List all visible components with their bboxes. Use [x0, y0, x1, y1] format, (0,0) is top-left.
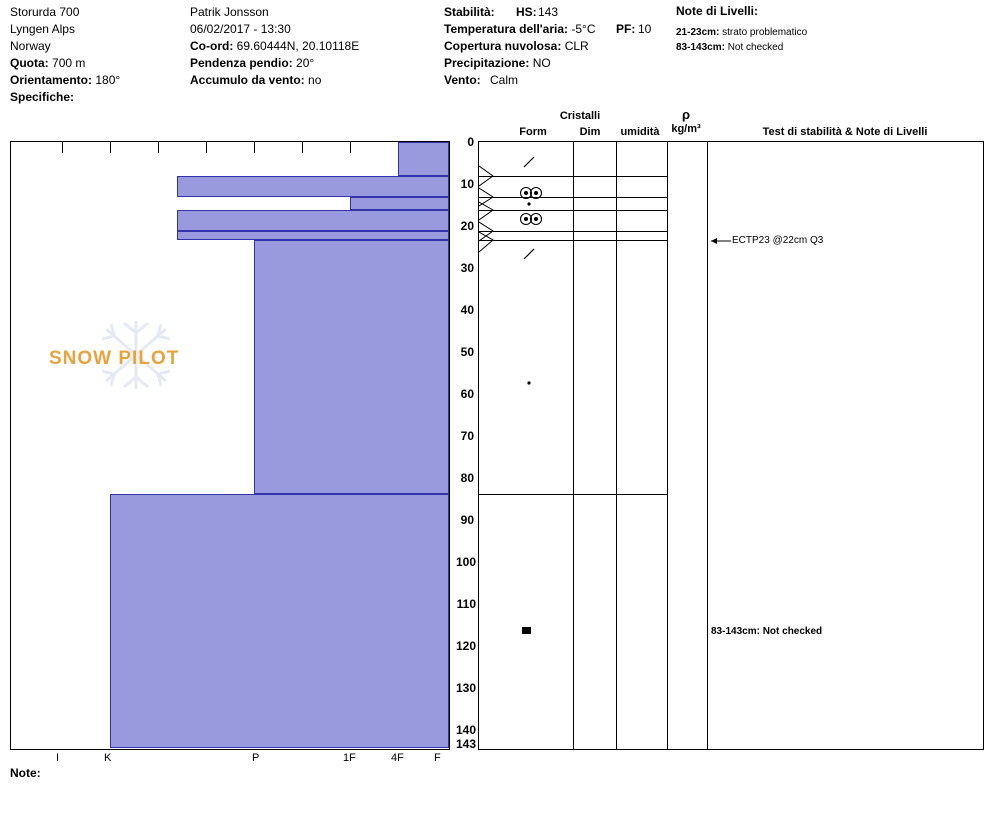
- depth-tick-90: 90: [460, 513, 474, 527]
- precipitation-label: Precipitazione:: [444, 56, 530, 70]
- mountain-range: Lyngen Alps: [10, 22, 75, 36]
- depth-tick-80: 80: [460, 471, 474, 485]
- aspect-value: 180°: [95, 73, 121, 87]
- hardness-label-I: I: [56, 752, 60, 764]
- layer-detail-grid: [478, 141, 984, 750]
- grain-precipitation-particle-icon: [523, 377, 535, 389]
- layer-bar: [177, 231, 449, 240]
- slope-angle-value: 20°: [296, 56, 315, 70]
- stability-test-label: ECTP23 @22cm Q3: [732, 235, 824, 246]
- specs-row: [10, 89, 180, 106]
- layer-bar: [350, 197, 449, 210]
- depth-tick-110: 110: [456, 597, 476, 611]
- layer-note-range: 83-143cm:: [676, 42, 725, 53]
- hardness-tick-1F: [350, 142, 351, 153]
- layer-notes-title: Note di Livelli:: [676, 4, 759, 18]
- stability-label: Stabilità:: [444, 5, 495, 19]
- hardness-tick-K: [110, 142, 111, 153]
- layer-bar: [110, 494, 449, 748]
- depth-tick-0: 0: [467, 135, 474, 149]
- depth-tick-70: 70: [460, 429, 474, 443]
- dim-header: Dim: [579, 126, 601, 138]
- grain-ice-block-icon: [519, 623, 535, 637]
- pf-label: PF:: [616, 22, 636, 36]
- cloud-cover-label: Copertura nuvolosa:: [444, 39, 562, 53]
- aspect-label: Orientamento:: [10, 73, 93, 87]
- coordinates-row: [190, 38, 440, 55]
- site-name: Storurda 700: [10, 5, 80, 19]
- layer-bar: [398, 142, 449, 176]
- layer-note-range: 21-23cm:: [676, 27, 720, 38]
- header-column-layer-notes: [676, 4, 976, 55]
- coordinates-label: Co-ord:: [190, 39, 234, 53]
- wind-loading-value: no: [308, 73, 322, 87]
- header-column-location: [10, 4, 180, 106]
- depth-tick-10: 10: [460, 177, 474, 191]
- hardness-tick-mid2: [206, 142, 207, 153]
- wind-loading-label: Accumulo da vento:: [190, 73, 305, 87]
- grid-divider-dim: [616, 142, 617, 749]
- specs-label: Specifiche:: [10, 90, 75, 104]
- observer-name: Patrik Jonsson: [190, 5, 269, 19]
- depth-tick-60: 60: [460, 387, 474, 401]
- grid-divider-humidity: [667, 142, 668, 749]
- layer-note-item: [676, 25, 976, 40]
- wind-value: Calm: [490, 73, 519, 87]
- hardness-label-4F: 4F: [391, 752, 404, 764]
- depth-tick-140: 140: [455, 723, 476, 737]
- elevation-value: 700 m: [52, 56, 86, 70]
- layer-bar: [177, 210, 449, 231]
- hardness-tick-P: [254, 142, 255, 153]
- depth-tick-40: 40: [460, 303, 474, 317]
- grid-divider-density: [707, 142, 708, 749]
- hardness-axis-labels: [10, 752, 450, 768]
- layer-connector-lines: [479, 142, 573, 272]
- precipitation-value: NO: [532, 56, 551, 70]
- layer-bar: [254, 240, 449, 494]
- stability-notes-header: Test di stabilità & Note di Livelli: [762, 126, 928, 138]
- observation-datetime: 06/02/2017 - 13:30: [190, 22, 291, 36]
- hardness-label-K: K: [104, 752, 112, 764]
- grid-layer-line: [479, 494, 667, 495]
- layer-not-checked-label: 83-143cm: Not checked: [711, 626, 823, 637]
- layer-note-text: strato problematico: [722, 27, 808, 38]
- hardness-label-1F: 1F: [343, 752, 356, 764]
- depth-tick-30: 30: [460, 261, 474, 275]
- humidity-header: umidità: [620, 126, 660, 138]
- grid-divider-form: [573, 142, 574, 749]
- stability-row: [444, 4, 674, 21]
- air-temperature-row: [444, 21, 674, 38]
- aspect-row: [10, 72, 180, 89]
- air-temperature-value: -5°C: [571, 22, 596, 36]
- depth-tick-20: 20: [460, 219, 474, 233]
- depth-tick-50: 50: [460, 345, 474, 359]
- hardness-label-F: F: [434, 752, 441, 764]
- crystals-header: Cristalli: [559, 110, 601, 122]
- stability-test-arrow-icon: [709, 233, 733, 249]
- form-header: Form: [519, 126, 547, 138]
- coordinates-value: 69.60444N, 20.10118E: [236, 39, 360, 53]
- cloud-cover-value: CLR: [564, 39, 589, 53]
- layer-note-item: [676, 40, 976, 55]
- hardness-tick-mid1: [158, 142, 159, 153]
- depth-tick-143: 143: [455, 737, 476, 751]
- layer-note-text: Not checked: [727, 42, 784, 53]
- slope-angle-label: Pendenza pendio:: [190, 56, 293, 70]
- hardness-tick-mid3: [302, 142, 303, 153]
- hs-value: 143: [538, 5, 559, 19]
- header-column-weather: [444, 4, 674, 89]
- wind-row: [444, 72, 674, 89]
- depth-tick-120: 120: [455, 639, 476, 653]
- snowpilot-watermark-text: SNOW PILOT: [49, 348, 180, 369]
- wind-label: Vento:: [444, 73, 481, 87]
- hardness-label-P: P: [252, 752, 260, 764]
- hardness-profile-plot: [10, 141, 450, 750]
- precipitation-row: [444, 55, 674, 72]
- cloud-cover-row: [444, 38, 674, 55]
- layer-bar: [177, 176, 449, 197]
- wind-loading-row: [190, 72, 440, 89]
- hs-label: HS:: [516, 5, 537, 19]
- density-units-header: kg/m³: [671, 123, 701, 135]
- density-symbol-header: ρ: [681, 107, 691, 122]
- footer-notes-label: Note:: [10, 766, 41, 780]
- pf-value: 10: [638, 22, 652, 36]
- country: Norway: [10, 39, 51, 53]
- slope-angle-row: [190, 55, 440, 72]
- header-column-observation: [190, 4, 440, 89]
- elevation-label: Quota:: [10, 56, 49, 70]
- depth-tick-100: 100: [455, 555, 476, 569]
- depth-axis: [450, 135, 478, 751]
- air-temperature-label: Temperatura dell'aria:: [444, 22, 569, 36]
- depth-tick-130: 130: [455, 681, 476, 695]
- hardness-tick-I: [62, 142, 63, 153]
- elevation-row: [10, 55, 180, 72]
